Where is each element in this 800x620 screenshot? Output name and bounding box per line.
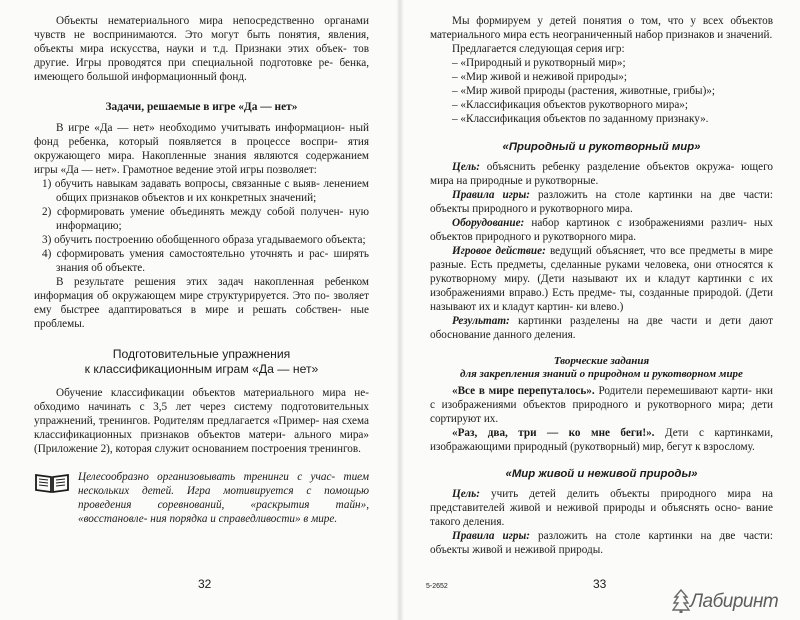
heading-line: Подготовительные упражнения xyxy=(112,347,291,361)
rules-label: Правила игры: xyxy=(452,189,530,201)
text-line: мира; дети сортируют их. xyxy=(430,399,773,425)
text-line: 3) обучить построению обобщенного образа угадываемого xyxy=(42,234,323,246)
text-line: Объекты нематериального мира непосредственно органами xyxy=(56,15,369,27)
text-line: построения тренингов. xyxy=(251,443,361,455)
print-code: 5-2652 xyxy=(426,583,448,590)
text-line: ального мира» (Приложение 2), которая служит основанием xyxy=(34,429,369,455)
text-line: ных объектов природного и рукотворного мира. xyxy=(430,217,774,243)
text-line: представителей живой и неживой природы и объяснять осно- xyxy=(430,502,741,514)
list-item xyxy=(34,233,369,247)
goal-label: Цель: xyxy=(452,488,480,500)
text-line: обоснование данного деления. xyxy=(430,329,576,341)
text-line: объекты живой и неживой природы. xyxy=(430,544,604,556)
list-item xyxy=(34,247,369,275)
open-book-icon xyxy=(34,472,70,494)
series-item: – «Природный и рукотворный мир»; xyxy=(452,57,626,69)
watermark-text: Лабиринт xyxy=(690,591,779,612)
text-line: вание такого деления. xyxy=(430,502,773,528)
text-line: ющего мира на природные и рукотворные. xyxy=(430,161,774,187)
text-line: обходимо начинать с 3,5 лет через систему подготовительных xyxy=(34,401,369,413)
result-paragraph xyxy=(34,275,369,331)
text-line: В игре «Да — нет» необходимо учитывать информацион- xyxy=(56,122,345,134)
creative-title: Творческие задания xyxy=(553,355,650,367)
creative-subtitle: для закрепления знаний о природном и рукотворном мире xyxy=(460,368,743,380)
text-line: ния порядка и справедливости» в мире. xyxy=(150,513,338,525)
series-item: – «Классификация объектов по заданному признаку». xyxy=(452,113,709,125)
text-line: Родители перемешивают карти- xyxy=(598,385,752,397)
text-line: содержанием игры «Да — нет». Грамотное ведение этой игры xyxy=(34,150,369,176)
game1-title: «Природный и рукотворный мир» xyxy=(502,141,701,153)
text-line: изображающими природный (рукотворный) мир, бегут к взрослому. xyxy=(430,441,755,453)
text-line: материального мира есть неограниченный набор признаков xyxy=(430,29,715,41)
list-item xyxy=(34,205,369,233)
text-line: объекты мира искусства, науки и т.д. Признаки этих объек- xyxy=(34,43,347,55)
creative-task-2 xyxy=(430,426,773,454)
text-line: значений; xyxy=(269,192,317,204)
text-line: 1) обучить навыкам задавать вопросы, связанные с выяв- xyxy=(42,178,320,190)
text-line: картинки разделены на две части и дети дают xyxy=(517,315,773,327)
text-line: объяснить ребенку разделение объектов окружа- xyxy=(486,161,735,173)
game2-goal xyxy=(430,487,773,529)
text-line: в мире разные. Есть предметы, сделанные руками человека, xyxy=(430,245,774,271)
text-line: разложить на столе картинки на две части: xyxy=(538,189,773,201)
text-line: В результате решения этих задач накопленная ребенком xyxy=(56,276,369,288)
text-line: Мы формируем у детей понятия о том, что у всех объектов xyxy=(452,15,773,27)
text-line: тов другие. Игры проводятся при специальной подготовке ре- xyxy=(34,43,370,69)
list-item xyxy=(34,177,369,205)
right-page-text xyxy=(430,14,773,557)
text-line: они относятся к рукотворному миру. (Дети называют их и xyxy=(430,259,774,285)
result-label: Результат: xyxy=(452,315,510,327)
text-line: ведущий объясняет, что все предметы xyxy=(549,245,736,257)
labirint-logo-icon xyxy=(672,589,690,613)
page-number-left: 32 xyxy=(198,577,212,591)
text-line: ширять знания об объекте. xyxy=(56,248,369,274)
right-intro-paragraph xyxy=(430,14,773,42)
task-label: «Все в мире перепуталось». xyxy=(452,385,595,397)
text-line: ты, созданные природой. (Дети называют их и кладут картин- xyxy=(430,287,773,313)
text-line: ные проблемы. xyxy=(34,304,369,330)
text-line: ную информацию; xyxy=(56,206,369,232)
goal-label: Цель: xyxy=(452,161,480,173)
text-line: ный фонд ребенка, который появляется в процессе воспри- xyxy=(34,122,370,148)
text-line: упражнений, тренингов. Родителям предлагается «Пример- xyxy=(34,415,320,427)
game2-rules xyxy=(430,529,773,557)
text-line: чувств не воспринимаются. Это могут быть понятия, явления, xyxy=(34,29,369,41)
text-line: кладут картинки с их изображениями вправо.) Есть предме- xyxy=(430,273,774,299)
text-line: объекта; xyxy=(325,234,366,246)
text-line: Дети с картинками, xyxy=(664,427,774,439)
text-line: ятия окружающего мира. Накопленные знания являются xyxy=(34,136,370,162)
heading-tasks: Задачи, решаемые в игре «Да — нет» xyxy=(105,101,298,113)
heading-exercises xyxy=(34,347,369,377)
game2-title: «Мир живой и неживой природы» xyxy=(505,468,698,480)
text-line: проведения соревнований, «раскрытия тайн», «восстановле- xyxy=(78,499,369,525)
left-intro-paragraph xyxy=(34,14,369,84)
exercises-paragraph xyxy=(34,386,369,456)
game1-equipment xyxy=(430,216,773,244)
game1-result xyxy=(430,314,773,342)
heading-line: к классификационным играм «Да — нет» xyxy=(84,362,319,376)
series-item: – «Мир живой природы (растения, животные, грибы)»; xyxy=(452,85,715,97)
series-item: – «Мир живой и неживой природы»; xyxy=(452,71,627,83)
text-line: зволяет ему быстрее адаптироваться в мире и решать собствен- xyxy=(34,290,370,316)
text-line: информация об окружающем мире структурируется. Это по- xyxy=(34,290,330,302)
text-line: разложить на столе картинки на две части: xyxy=(538,530,773,542)
game1-action xyxy=(430,244,773,314)
text-line: и значений. xyxy=(717,29,773,41)
text-line: позволяет: xyxy=(266,164,317,176)
series-intro: Предлагается следующая серия игр: xyxy=(452,43,625,55)
text-line: объекты природного и рукотворного мира. xyxy=(430,203,633,215)
task-label: «Раз, два, три — ко мне беги!». xyxy=(452,427,655,439)
game1-goal xyxy=(430,160,773,188)
text-line: Целесообразно организовывать тренинги с учас- xyxy=(78,471,336,483)
text-line: ленением общих признаков объектов и их конкретных xyxy=(56,178,370,204)
action-label: Игровое действие: xyxy=(452,245,546,257)
game1-rules xyxy=(430,188,773,216)
note-block xyxy=(34,470,369,526)
rules-label: Правила игры: xyxy=(452,530,530,542)
left-page-text xyxy=(34,14,369,526)
text-line: Обучение классификации объектов материального мира не- xyxy=(56,387,369,399)
text-line: набор картинок с изображениями различ- xyxy=(531,217,747,229)
text-line: 2) сформировать умение объединять между собой получен- xyxy=(42,206,344,218)
series-list xyxy=(430,56,773,126)
text-line: учить детей делить объекты природного мира на xyxy=(491,488,774,500)
text-line: 4) сформировать умения самостоятельно уточнять и рас- xyxy=(42,248,329,260)
text-line: ная схема классификационных признаков объектов матери- xyxy=(34,415,369,441)
equipment-label: Оборудование: xyxy=(452,217,525,229)
series-item: – «Классификация объектов рукотворного мира»; xyxy=(452,99,689,111)
right-page xyxy=(400,0,800,620)
page-number-right: 33 xyxy=(593,577,607,591)
text-line: бенка, имеющего большой информационный фонд. xyxy=(34,57,369,83)
creative-task-1 xyxy=(430,384,773,426)
text-line: ки влево.) xyxy=(576,301,624,313)
text-line: нки с изображениями объектов природного и рукотворного xyxy=(430,385,773,411)
creative-heading xyxy=(430,355,773,381)
tasks-paragraph xyxy=(34,121,369,177)
text-line: тием нескольких детей. Игра мотивируется с помощью xyxy=(78,471,369,497)
labirint-watermark xyxy=(672,585,800,617)
